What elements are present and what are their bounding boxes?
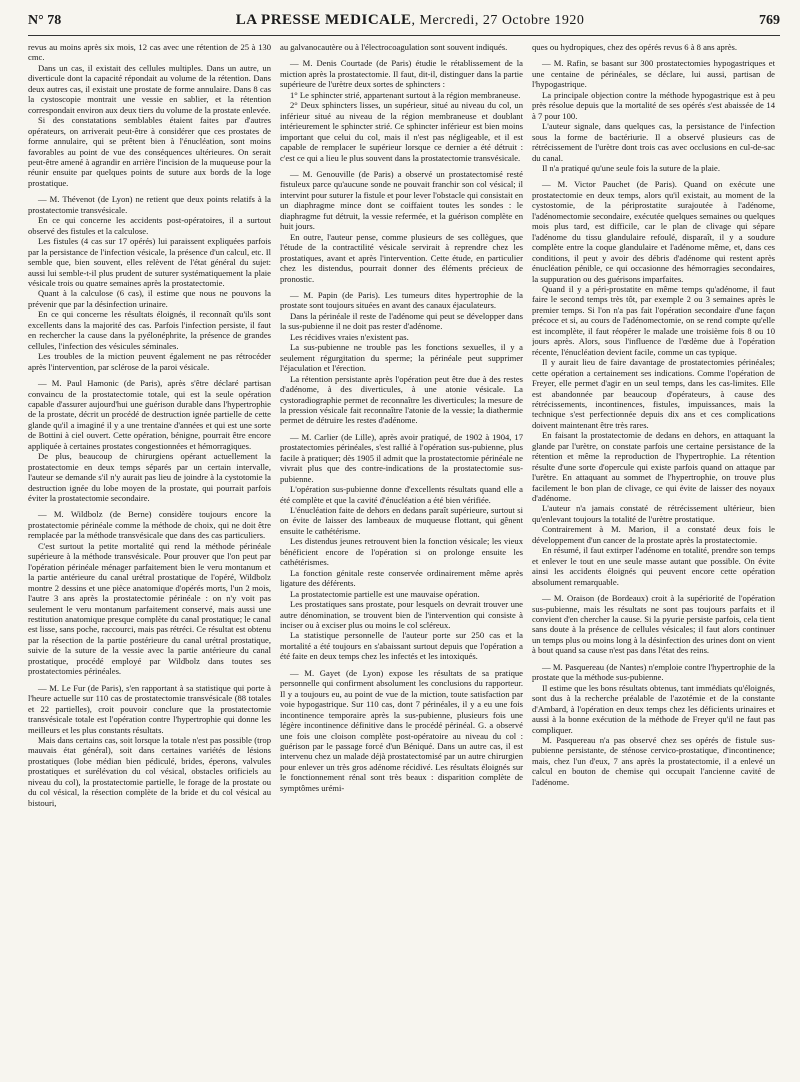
- paragraph: Mais dans certains cas, soit lorsque la totale n'est pas possible (trop mauvais état général), soit dans certaines variétés de lésions prostatiques (lobe médian bien pédiculé, brides, éperons, valvules prostatiques et surélévation du col vésical, obstacles orificiels au niveau du col), la prostatectomie partielle, le forage de la prostate ou du col vésical, la résection complète de la bride et du col vésical au bistouri,: [28, 735, 271, 808]
- paragraph: La fonction génitale reste conservée ordinairement même après ligature des déférents.: [280, 567, 523, 589]
- paragraph: — M. Victor Pauchet (de Paris). Quand on exécute une prostatectomie en deux temps, alors qu'il existait, au moment de la cystostomie, de la périprostatite surajoutée à l'adénome, l'adénomectomie secondaire, exécutée quelques semaines ou quelques mois plus tard, est difficile, car le plan de clivage qui sépare l'adénome du tissu glandulaire refoulé, disparaît, il y a soudure complète entre la coque glandulaire et l'adénome même, et, dans ces conditions, il peut y avoir des débris d'adénome qui restent après énucléation pénible, ce qui occasionne des hémorragies secondaires, la suppuration ou des guérisons imparfaites.: [532, 179, 775, 284]
- paragraph: L'énucléation faite de dehors en dedans paraît supérieure, surtout si on évite de laisser des lambeaux de muqueuse flottant, qui gênent ensuite le cathétérisme.: [280, 505, 523, 536]
- paragraph: En faisant la prostatectomie de dedans en dehors, en attaquant la glande par l'urètre, on constate parfois une certaine persistance de la rétention et même la reproduction de l'hypertrophie. La rétention résulte d'une sorte d'opercule qui existe parfois quand on attaque par l'urètre. En attaquant au sommet de l'hypertrophie, on trouve plus facilement le bon plan de clivage, ce qui évite de laisser des noyaux d'adénome.: [532, 430, 775, 504]
- paragraph: — M. Pasquereau (de Nantes) n'emploie contre l'hypertrophie de la prostate que la méthode sus-pubienne.: [532, 661, 775, 683]
- paragraph: L'auteur signale, dans quelques cas, la persistance de l'infection sous la forme de bactériurie. Il a observé plusieurs cas de rétrécissement de l'urètre dont trois cas avec occlusions en cul-de-sac du canal.: [532, 121, 775, 163]
- paragraph: — M. Paul Hamonic (de Paris), après s'être déclaré partisan convaincu de la prostatectomie totale, qui est la seule opération capable d'assurer aujourd'hui une guérison durable dans l'hypertrophie de la prostate, décrit un procédé de destruction ignée partielle de cette glande qu'il a imaginé il y a une trentaine d'années et qui est une sorte de Bottini à ciel ouvert. Cette opération, bénigne, pourrait être encore appliquée à certaines prostates congestionnées et hémorragiques.: [28, 378, 271, 451]
- paragraph: revus au moins après six mois, 12 cas avec une rétention de 25 à 130 cmc.: [28, 42, 271, 63]
- paragraph: De plus, beaucoup de chirurgiens opérant actuellement la prostatectomie en deux temps séparés par un certain intervalle, l'auteur se demande s'il n'y aurait pas lieu de joindre à la cystotomie la destruction ignée du lobe moyen de la prostate, qui pourrait parfois éviter la prostatectomie secondaire.: [28, 451, 271, 504]
- paragraph: Il n'a pratiqué qu'une seule fois la suture de la plaie.: [542, 162, 721, 173]
- paragraph: En résumé, il faut extirper l'adénome en totalité, prendre son temps et enlever le tout en une seule masse autant que possible. On évite ainsi les accidents éloignés qui peuvent encore cette opération absolument remarquable.: [532, 545, 775, 587]
- paragraph: La statistique personnelle de l'auteur porte sur 250 cas et la mortalité a été toujours en s'abaissant surtout depuis que l'opération a été faite en deux temps chez les infectés et les intoxiqués.: [280, 630, 523, 662]
- paragraph: La prostatectomie partielle est une mauvaise opération.: [290, 588, 480, 599]
- paragraph: Il y aurait lieu de faire davantage de prostatectomies périnéales; cette opération a certainement ses indications. Comme l'opération de Freyer, elle permet d'agir en un seul temps, dans les cas-limites. Elle est abandonnée par beaucoup d'opérateurs, à cause des rétrécissements, incontinences, fistules, impuissances, mais la technique s'est perfectionnée depuis dix ans et ces complications doivent maintenant être très rares.: [532, 357, 775, 430]
- page-number: 769: [759, 13, 780, 28]
- issue-date: , Mercredi, 27 Octobre 1920: [411, 13, 585, 28]
- paragraph: L'auteur n'a jamais constaté de rétrécissement ultérieur, bien qu'enlevant toujours la totalité de l'urètre prostatique.: [532, 503, 775, 524]
- text-column-1: [28, 42, 271, 1072]
- paragraph: Les troubles de la miction peuvent également ne pas rétrocéder après l'intervention, par sclérose de la paroi vésicale.: [28, 351, 271, 372]
- issue-number: N° 78: [28, 13, 62, 28]
- paragraph: Si des constatations semblables étaient faites par d'autres opérateurs, on arriverait peut-être à considérer que ces prostates de forme annulaire, qui se prêtent bien à l'énucléation, sont moins favorables au point de vue des conséquences ultérieures. On serait peut-être amené à agrandir en arrière l'incision de la muqueuse pour la réunir ensuite par quelques points de suture aux bords de la loge prostatique.: [28, 115, 271, 188]
- paragraph: au galvanocautère ou à l'électrocoagulation sont souvent indiqués.: [280, 42, 508, 52]
- paragraph: En outre, l'auteur pense, comme plusieurs de ses collègues, que l'étude de la contractilité vésicale servirait à reprendre chez les prostatiques, avant et après l'intervention. Cette étude, en particulier chez les distendus, pourrait donner des éléments précieux de pronostic.: [280, 231, 523, 284]
- paragraph: — M. Genouville (de Paris) a observé un prostatectomisé resté fistuleux parce qu'aucune sonde ne pouvait franchir son col vésical; il intervint pour suturer la fistule et pour lever l'obstacle qui consistait en un diaphragme mince dont se coiffaient toutes les sondes : le diaphragme fut détruit, la vessie refermée, et la guérison complète en huit jours.: [280, 168, 523, 232]
- paragraph: — M. Le Fur (de Paris), s'en rapportant à sa statistique qui porte à l'heure actuelle sur 110 cas de prostatectomie transvésicale (88 totales et 22 partielles), croit pouvoir conclure que la prostatectomie transvésicale totale est l'opération contre l'hypertrophie qui donne les meilleurs et les plus constants résultats.: [28, 682, 271, 735]
- paragraph: En ce qui concerne les résultats éloignés, il reconnaît qu'ils sont excellents dans la majorité des cas. Parfois l'infection persiste, il faut en rechercher la cause dans la pyélonéphrite, la présence de grandes cellules, l'infection des vésicules séminales.: [28, 309, 271, 351]
- paragraph: En ce qui concerne les accidents post-opératoires, il a surtout observé des fistules et la calculose.: [28, 215, 271, 236]
- paragraph: 2° Deux sphincters lisses, un supérieur, situé au niveau du col, un inférieur situé au niveau de la région membraneuse et doublant intérieurement le sphincter strié. Ce sphincter inférieur est bien moins important que celui du col, mais il n'est pas négligeable, et il est capable de remplacer le supérieur lorsque ce dernier a été détruit : c'est ce qui a lieu le plus souvent dans la prostatectomie transvésicale.: [280, 100, 523, 163]
- paragraph: — M. Gayet (de Lyon) expose les résultats de sa pratique personnelle qui confirment absolument les conclusions du rapporteur. Il y a toujours eu, au point de vue de la miction, toute satisfaction par voie hypogastrique. Sur 110 cas, dont 7 périnéales, il y a eu une fois incontinence temporaire après la sus-pubienne, plusieurs fois une légère incontinence définitive dans le procédé périnéal. G. a observé une fois une cloison complète post-opératoire au niveau du col : guérison par le passage forcé d'un Béniqué. Dans un autre cas, il est intervenu chez un malade déjà prostatectomisé par un autre chirurgien pour enlever un très gros adénome récidivé. Les résultats éloignés sur le fonctionnement rénal sont très beaux : disparition complète de symptômes urémi-: [280, 667, 523, 793]
- paragraph: — M. Thévenot (de Lyon) ne retient que deux points relatifs à la prostatectomie transvésicale.: [28, 194, 271, 215]
- article-columns: [28, 42, 780, 1072]
- paragraph: ques ou hydropiques, chez des opérés revus 6 à 8 ans après.: [532, 42, 737, 52]
- paragraph: — M. Denis Courtade (de Paris) étudie le rétablissement de la miction après la prostatectomie. Il faut, dit-il, distinguer dans la partie supérieure de l'urètre deux sortes de sphincters :: [280, 58, 523, 90]
- paragraph: C'est surtout la petite mortalité qui rend la méthode périnéale supérieure à la méthode transvésicale. Pour prouver que l'on peut par l'opération périnéale ménager parfaitement bien le veru montanum et la partie antérieure du canal urétral prostatique de l'opéré, Wildbolz montre 2 dessins et une pièce anatomique d'opérés morts, l'un 2 mois, l'autre 3 ans après la prostatectomie périnéale : on n'y voit pas seulement le veru montanum parfaitement conservé, mais aussi une restitution anatomique presque complète du canal prostatique; le canal est lisse, sans poche, raccourci, mais pas rétréci. Ce résultat est obtenu par la résection de la partie postérieure du canal urétral prostatique, suivie de la suture de la vessie avec la partie antérieure du canal prostatique, procédé employé par Wildbolz dans toutes ses prostatectomies périnéales.: [28, 540, 271, 677]
- paragraph: — M. Oraison (de Bordeaux) croit à la supériorité de l'opération sus-pubienne, mais les résultats ne sont pas toujours parfaits et il convient d'en chercher la cause. Si la pyurie persiste parfois, cela tient sans doute à la présence de cellules vésicales; il faut alors continuer un temps plus ou moins long à la désinfection des urines dont on vient à bout quand sa cause n'est pas dans l'état des reins.: [532, 593, 775, 656]
- paragraph: — M. Carlier (de Lille), après avoir pratiqué, de 1902 à 1904, 17 prostatectomies périnéales, s'est rallié à l'opération sus-pubienne, plus facile à pratiquer; dès 1905 il admit que la prostatectomie périnéale ne vivrait plus que des contre-indications de la prostatectomie sus-pubienne.: [280, 431, 523, 484]
- paragraph: Dans un cas, il existait des cellules multiples. Dans un autre, un diverticule dont la capacité répondait au volume de la rétention. Dans deux autres cas, il existait une prostate de forme annulaire. Dans 8 cas la cystoscopie montrait une vessie en sablier, et la rétention correspondait environ aux deux tiers du volume de la prostate enlevée.: [28, 62, 271, 115]
- paragraph: Dans la périnéale il reste de l'adénome qui peut se développer dans la sus-pubienne il ne doit pas rester d'adénome.: [280, 310, 523, 332]
- paragraph: La principale objection contre la méthode hypogastrique est à peu près résolue depuis que la mortalité de ses opérés s'est abaissée de 14 à 7 pour 100.: [532, 89, 775, 121]
- paragraph: — M. Papin (de Paris). Les tumeurs dites hypertrophie de la prostate sont toujours situées en avant des canaux éjaculateurs.: [280, 289, 523, 311]
- page-header: [28, 12, 780, 36]
- paragraph: L'opération sus-pubienne donne d'excellents résultats quand elle a été complète et que la cavité d'énucléation a été bien vérifiée.: [280, 484, 523, 505]
- paragraph: Il estime que les bons résultats obtenus, tant immédiats qu'éloignés, sont dus à la recherche préalable de l'azotémie et de la constante d'Ambard, à l'opération en deux temps chez les déficients urinaires et aussi à la bonne exécution de la méthode de Freyer qu'il ne faut pas compliquer.: [532, 682, 775, 735]
- paragraph: Quant à la calculose (6 cas), il estime que nous ne pouvons la prévenir que par la désinfection urinaire.: [28, 288, 271, 309]
- journal-name: LA PRESSE MEDICALE: [235, 12, 412, 28]
- paragraph: Contrairement à M. Marion, il a constaté deux fois le développement d'un cancer de la prostate après la prostatectomie.: [532, 524, 775, 545]
- paragraph: Les distendus jeunes retrouvent bien la fonction vésicale; les vieux bénéficient encore de l'opération si on prolonge ensuite les cathétérismes.: [280, 536, 523, 568]
- paragraph: — M. Wildbolz (de Berne) considère toujours encore la prostatectomie périnéale comme la méthode de choix, qui ne doit être remplacée par la méthode transvésicale que dans des cas particuliers.: [28, 509, 271, 541]
- paragraph: Quand il y a péri-prostatite en même temps qu'adénome, il faut faire le second temps très tôt, par exemple 2 ou 3 semaines après le premier temps. Si l'on n'a pas fait l'opération secondaire d'une façon précoce et si, au cours de l'adénomectomie, on se rend compte qu'elle est incomplète, il faut réopérer le malade une troisième fois 8 ou 10 jours après. Alors, sous l'influence de l'œdème due à l'opération récente, l'énucléation devient facile, comme un cas typique.: [532, 283, 775, 357]
- paragraph: Les récidives vraies n'existent pas.: [290, 331, 409, 342]
- paragraph: 1° Le sphincter strié, appartenant surtout à la région membraneuse.: [290, 89, 521, 100]
- journal-title: [236, 12, 585, 29]
- text-column-3: [532, 42, 775, 1072]
- paragraph: La rétention persistante après l'opération peut être due à des restes d'adénome, à des diverticules, à une atonie vésicale. La cystoradiographie permet de reconnaître les diverticules; la mesure de la pression vésicale fait reconnaître l'atonie de la vessie; la diathermie permet de détruire les restes d'adénome.: [280, 373, 523, 426]
- paragraph: Les prostatiques sans prostate, pour lesquels on devrait trouver une autre dénomination, se trouvent bien de l'intervention qui consiste à inciser ou à exciser plus ou moins le col scléreux.: [280, 599, 523, 631]
- paragraph: Les fistules (4 cas sur 17 opérés) lui paraissent expliquées parfois par la persistance de l'infection vésicale, la présence d'un calcul, etc. Il semble que, bien souvent, elles relèvent de l'état général du sujet: aussi lui semble-t-il plus prudent de suturer systématiquement la plaie vésicale trois ou quatre semaines après la prostatectomie.: [28, 236, 271, 288]
- paragraph: M. Pasquereau n'a pas observé chez ses opérés de fistule sus-pubienne persistante, de sténose cervico-prostatique, d'incontinence; mais, chez l'un d'eux, 7 ans après la prostatectomie, il a enlevé un calcul en bouton de chemise qui occupait l'ancienne cavité de l'adénome.: [532, 735, 775, 787]
- text-column-2: [280, 42, 523, 1072]
- paragraph: — M. Rafin, se basant sur 300 prostatectomies hypogastriques et une centaine de périnéales, se déclare, lui aussi, partisan de l'hypogastrique.: [532, 58, 775, 90]
- paragraph: La sus-pubienne ne trouble pas les fonctions sexuelles, il y a seulement régurgitation du sperme; la périnéale peut supprimer l'éjaculation et l'érection.: [280, 342, 523, 374]
